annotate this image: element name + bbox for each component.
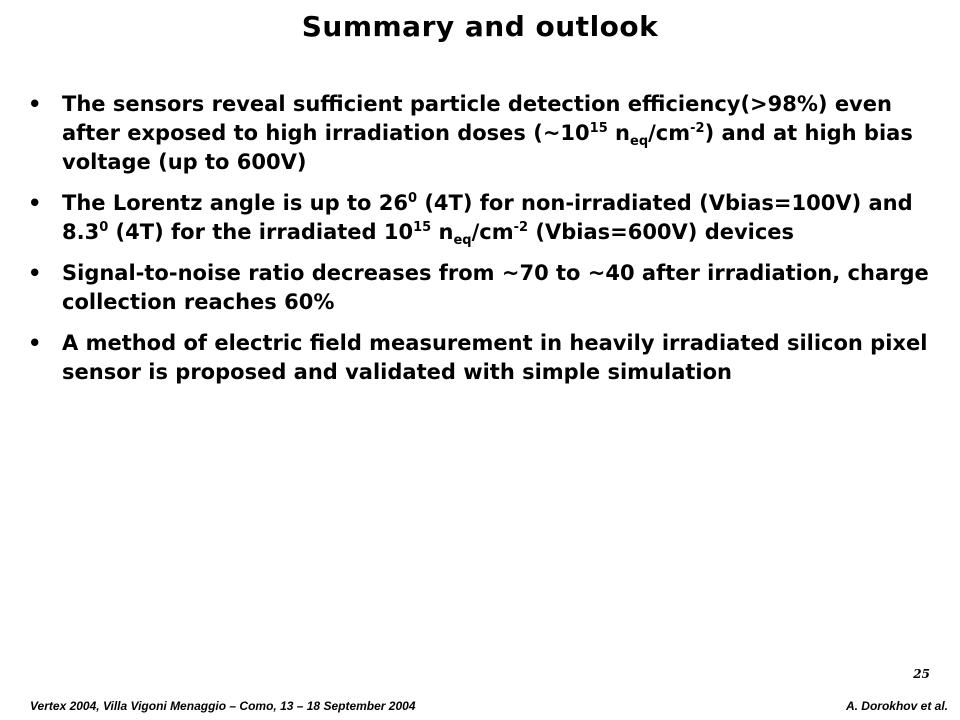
text-run: The Lorentz angle is up to 26	[62, 191, 408, 215]
bullet-item	[28, 329, 938, 387]
text-run: /cm	[471, 220, 514, 244]
superscript: -2	[690, 121, 705, 136]
superscript: -2	[513, 220, 529, 235]
text-run: n	[431, 220, 454, 244]
superscript: 15	[413, 220, 432, 235]
page-number: 25	[913, 667, 930, 681]
bullet-text	[62, 92, 913, 174]
text-run: The sensors reveal sufficient particle detection efficiency(>98%) even after exposed to high irradiation doses (~10	[62, 92, 892, 145]
subscript: eq	[453, 233, 472, 249]
text-run: ) and at high bias voltage (up to 600V)	[62, 121, 913, 174]
bullet-item	[28, 189, 938, 247]
bullet-item	[28, 259, 938, 317]
footer-author: A. Dorokhov et al.	[845, 699, 948, 713]
text-run: /cm	[648, 121, 691, 145]
bullet-marker: •	[28, 331, 42, 355]
bullet-item	[28, 90, 938, 177]
bullet-text	[62, 191, 913, 249]
text-run: (4T) for the irradiated 10	[108, 220, 414, 244]
bullet-text	[62, 331, 927, 384]
superscript: 0	[407, 191, 418, 206]
bullet-text	[62, 261, 929, 314]
text-run: (4T) for non-irradiated (Vbias=100V) and 8.3	[62, 191, 913, 244]
text-run: (Vbias=600V) devices	[528, 220, 795, 244]
text-run: n	[607, 121, 631, 145]
bullet-marker: •	[28, 191, 42, 215]
text-run: A method of electric field measurement in heavily irradiated silicon pixel sensor is proposed and validated with simple simulation	[62, 331, 928, 384]
superscript: 0	[99, 220, 109, 235]
superscript: 15	[589, 121, 608, 136]
bullet-marker: •	[28, 261, 42, 285]
slide-title: Summary and outlook	[301, 10, 659, 43]
text-run: Signal-to-noise ratio decreases from ~70 to ~40 after irradiation, charge collection reaches 60%	[62, 261, 929, 314]
bullet-list	[28, 90, 938, 399]
subscript: eq	[630, 134, 649, 150]
bullet-marker: •	[28, 92, 42, 116]
footer-conference: Vertex 2004, Villa Vigoni Menaggio – Como, 13 – 18 September 2004	[30, 699, 416, 713]
